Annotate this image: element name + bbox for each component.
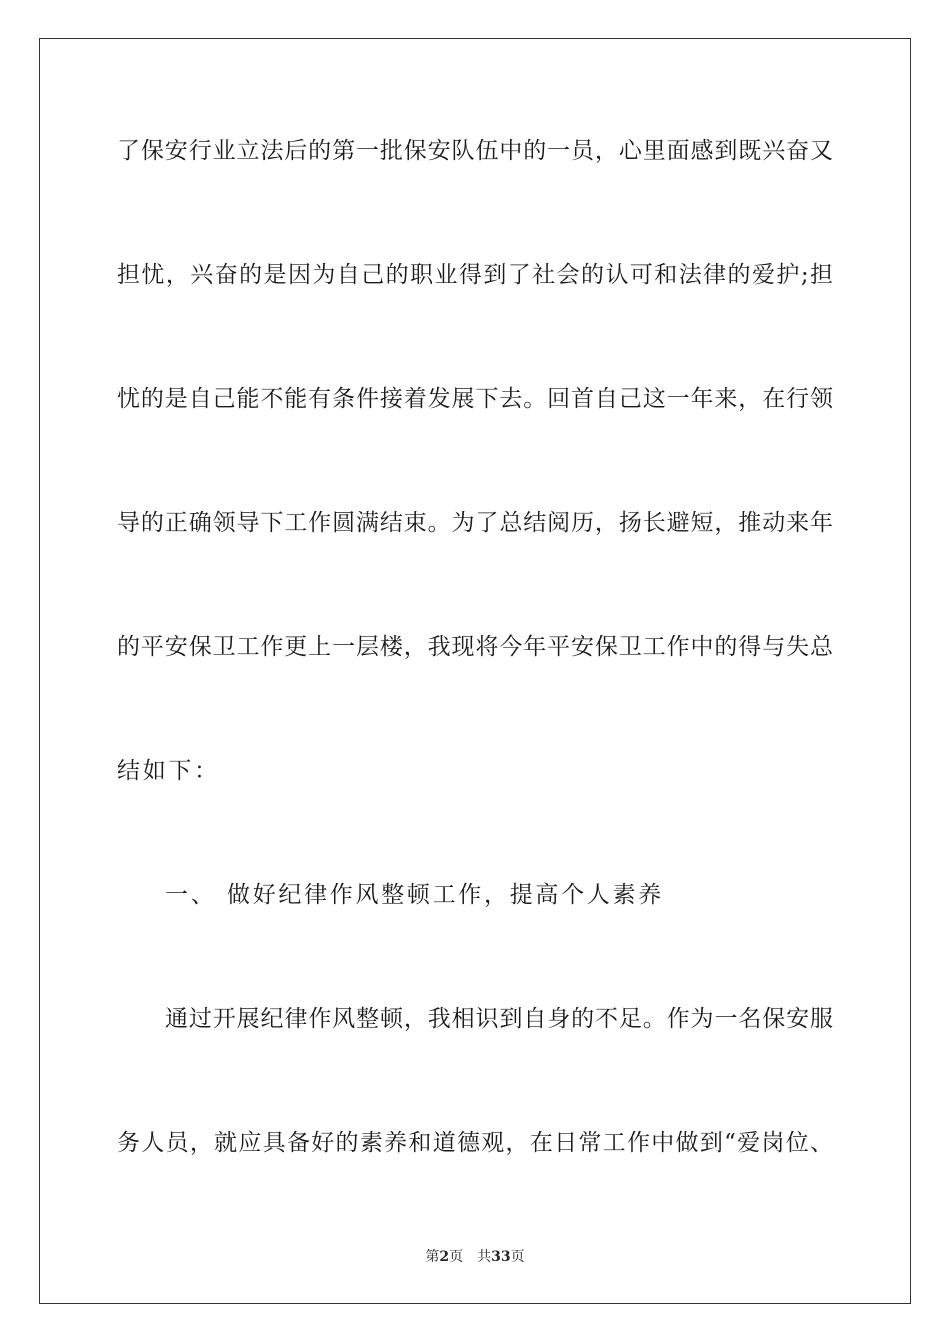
paragraph-line: 导的正确领导下工作圆满结束。为了总结阅历，扬长避短，推动来年 <box>117 510 833 536</box>
page-suffix: 页 <box>449 1249 464 1265</box>
page-footer <box>0 1248 950 1266</box>
paragraph-line: 的平安保卫工作更上一层楼，我现将今年平安保卫工作中的得与失总 <box>117 634 833 660</box>
section-heading-text: 做好纪律作风整顿工作，提高个人素养 <box>227 882 664 908</box>
section-number: 一、 <box>165 882 217 908</box>
section-heading <box>165 880 664 910</box>
total-prefix: 共 <box>477 1249 492 1265</box>
page-number: 2 <box>439 1249 450 1265</box>
page-frame <box>39 38 911 1304</box>
paragraph-line: 了保安行业立法后的第一批保安队伍中的一员，心里面感到既兴奋又 <box>117 138 833 164</box>
paragraph-line: 务人员，就应具备好的素养和道德观，在日常工作中做到“爱岗位、 <box>117 1130 833 1156</box>
paragraph-line: 担忧，兴奋的是因为自己的职业得到了社会的认可和法律的爱护;担 <box>117 262 833 288</box>
page-prefix: 第 <box>425 1249 440 1265</box>
paragraph-line: 忧的是自己能不能有条件接着发展下去。回首自己这一年来，在行领 <box>117 386 833 412</box>
total-suffix: 页 <box>510 1249 525 1265</box>
paragraph-line: 通过开展纪律作风整顿，我相识到自身的不足。作为一名保安服 <box>165 1006 833 1032</box>
total-pages: 33 <box>491 1249 511 1265</box>
paragraph-line: 结如下： <box>117 758 220 784</box>
